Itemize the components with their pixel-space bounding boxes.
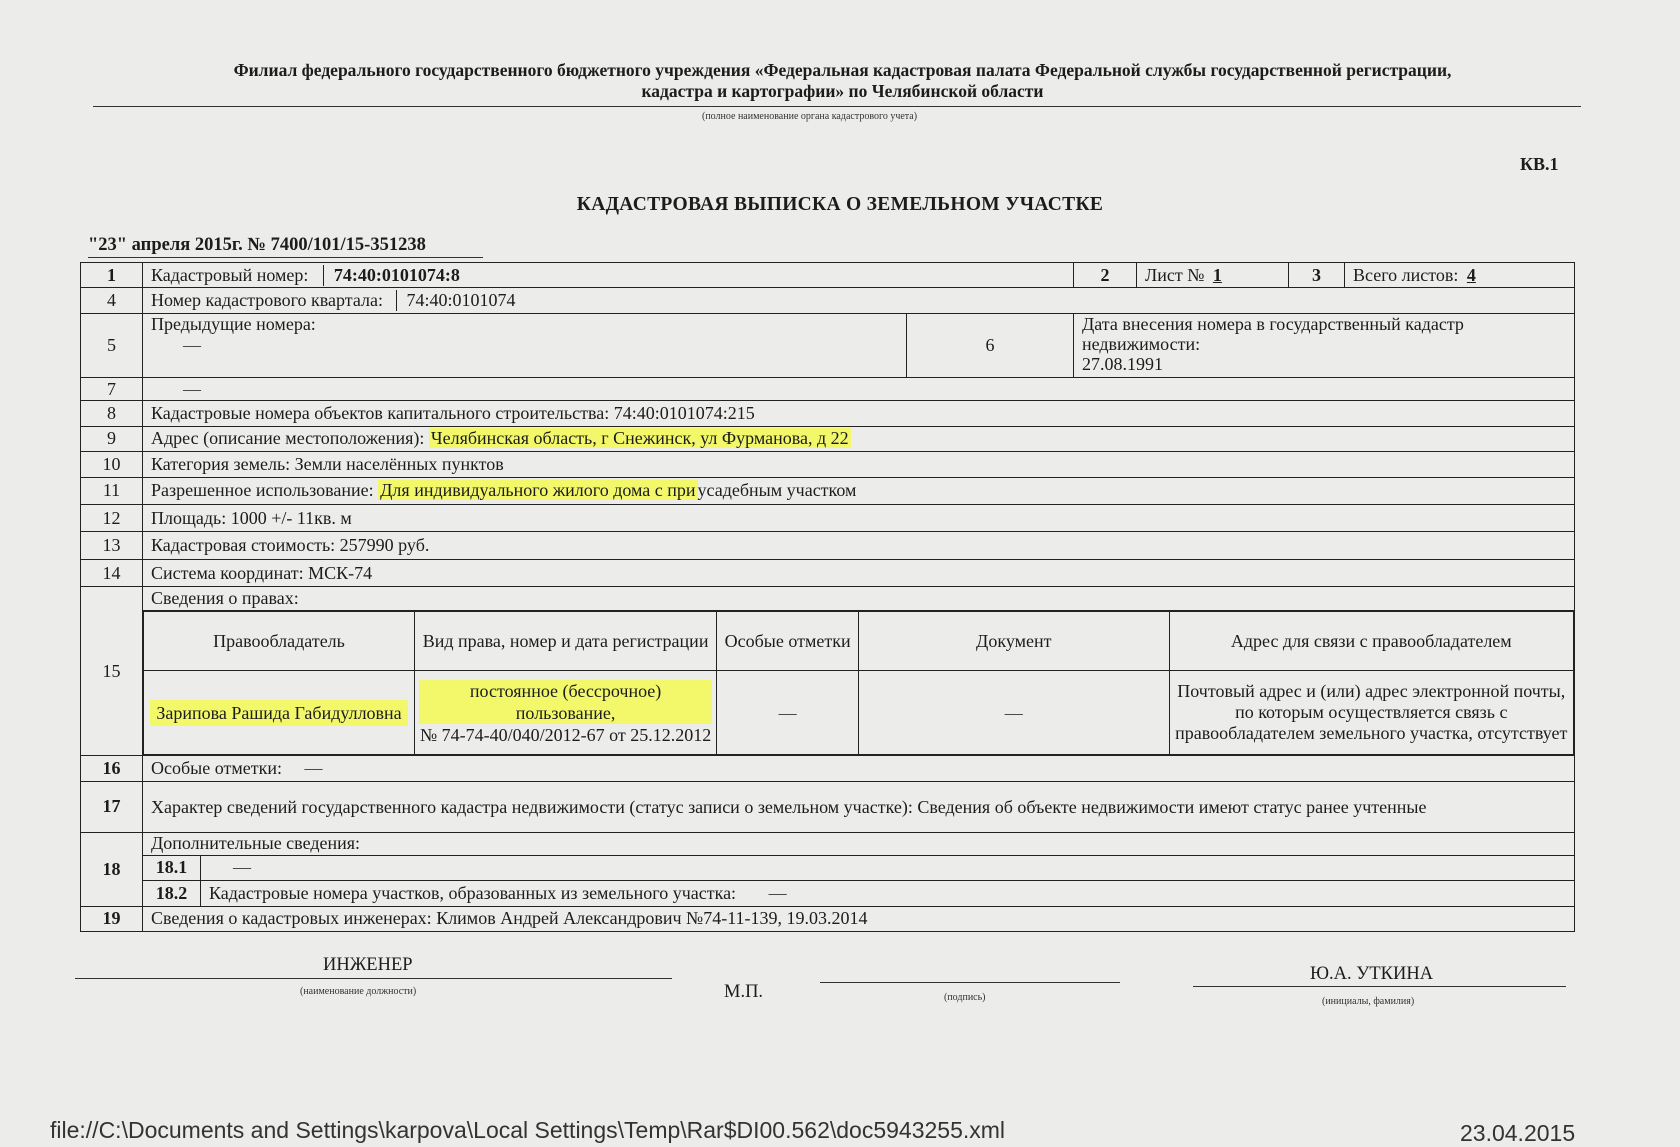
table-row — [81, 263, 1575, 288]
previous-numbers-value: — — [183, 334, 201, 355]
row-7-value: — — [183, 378, 201, 399]
table-row — [81, 401, 1575, 426]
permitted-use-highlighted: Для индивидуального жилого дома с при — [380, 480, 696, 501]
quarter-number: 74:40:0101074 — [396, 290, 516, 311]
special-marks-value: — — [717, 671, 859, 755]
right-registration: № 74-74-40/040/2012-67 от 25.12.2012 — [419, 724, 712, 745]
document-date-number: "23" апреля 2015г. № 7400/101/15-351238 — [88, 235, 426, 255]
address-value: Челябинская область, г Снежинск, ул Фурманова, д 22 — [430, 428, 849, 449]
land-category-cell: Категория земель: Земли населённых пунктов — [143, 452, 1575, 477]
sheet-number: 1 — [1212, 264, 1222, 285]
derived-plots-cell — [201, 881, 1575, 906]
rights-container — [143, 610, 1575, 756]
registration-date-cell — [1074, 313, 1575, 377]
registration-date: 27.08.1991 — [1082, 353, 1163, 374]
permitted-use-rest: усадебным участком — [697, 480, 857, 501]
sheet-number-cell — [1137, 263, 1289, 288]
cadastral-value-cell: Кадастровая стоимость: 257990 руб. — [143, 532, 1575, 559]
row-number: 12 — [81, 504, 143, 531]
row-number: 2 — [1074, 263, 1137, 288]
row-18-1-value: — — [233, 857, 251, 878]
column-header: Адрес для связи с правообладателем — [1169, 611, 1573, 670]
additional-info-label-cell: Дополнительные сведения: — [143, 832, 1575, 855]
row-number: 19 — [81, 906, 143, 931]
engineers-cell: Сведения о кадастровых инженерах: Климов Андрей Александрович №74-11-139, 19.03.2014 — [143, 906, 1575, 931]
permitted-use-cell — [143, 477, 1575, 504]
previous-numbers-cell — [143, 313, 907, 377]
row-number: 13 — [81, 532, 143, 559]
capital-objects-cell: Кадастровые номера объектов капитального строительства: 74:40:0101074:215 — [143, 401, 1575, 426]
signature-line — [820, 982, 1120, 983]
table-row — [81, 756, 1575, 781]
row-number: 16 — [81, 756, 143, 781]
column-header: Особые отметки — [717, 611, 859, 670]
row-number: 6 — [907, 313, 1074, 377]
table-row — [81, 532, 1575, 559]
field-label: Адрес (описание местоположения): — [151, 428, 425, 449]
table-row — [81, 881, 1575, 906]
quarter-number-cell — [143, 288, 1575, 313]
row-18-1-cell — [201, 855, 1575, 880]
file-path: file://C:\Documents and Settings\karpova\Local Settings\Temp\Rar$DI00.562\doc5943255.xml — [50, 1117, 1006, 1143]
field-label: Дата внесения номера в государственный кадастр недвижимости: — [1082, 313, 1464, 354]
rights-label-cell: Сведения о правах: — [143, 587, 1575, 610]
right-type: постоянное (бессрочное) пользование, — [419, 680, 712, 724]
owner-name: Зарипова Рашида Габидулловна — [150, 700, 407, 726]
row-7-cell — [143, 378, 1575, 401]
total-sheets-cell — [1345, 263, 1575, 288]
table-row — [81, 855, 1575, 880]
table-row — [81, 378, 1575, 401]
special-notes-value: — — [304, 758, 323, 779]
name-caption: (инициалы, фамилия) — [1322, 996, 1415, 1007]
derived-plots-value: — — [768, 882, 787, 903]
row-number: 15 — [81, 587, 143, 756]
column-header: Вид права, номер и дата регистрации — [414, 611, 716, 670]
print-date: 23.04.2015 — [1460, 1120, 1576, 1146]
row-number: 14 — [81, 559, 143, 586]
row-number: 3 — [1289, 263, 1345, 288]
row-number: 10 — [81, 452, 143, 477]
rights-data-row — [144, 671, 1574, 755]
signer-name: Ю.А. УТКИНА — [1310, 964, 1434, 984]
table-row — [81, 452, 1575, 477]
table-row — [81, 426, 1575, 451]
rights-header-row — [144, 611, 1574, 670]
table-row — [81, 587, 1575, 610]
name-line — [1193, 986, 1566, 987]
row-number: 4 — [81, 288, 143, 313]
issuing-organization: Филиал федерального государственного бюджетного учреждения «Федеральная кадастровая палата Федеральной службы государственной регистрации, кадастра и картографии» по Челябинской области — [233, 60, 1452, 101]
table-row — [81, 477, 1575, 504]
document-value: — — [858, 671, 1169, 755]
record-status-cell: Характер сведений государственного кадастра недвижимости (статус записи о земельном участке): Сведения об объекте недвижимости имеют статус ранее учтенные — [143, 781, 1575, 832]
table-row — [81, 504, 1575, 531]
column-header: Документ — [858, 611, 1169, 670]
row-number: 18.1 — [143, 855, 201, 880]
field-label: Лист № — [1145, 264, 1205, 285]
field-label: Предыдущие номера: — [151, 313, 316, 334]
total-sheets: 4 — [1466, 264, 1476, 285]
column-header: Правообладатель — [144, 611, 415, 670]
date-underline — [88, 257, 483, 258]
special-notes-cell — [143, 756, 1575, 781]
field-label: Номер кадастрового квартала: — [151, 290, 383, 311]
position-caption: (наименование должности) — [300, 986, 417, 997]
cadastral-number: 74:40:0101074:8 — [323, 265, 460, 286]
org-caption: (полное наименование органа кадастрового учета) — [702, 111, 918, 122]
stamp-place: М.П. — [724, 982, 764, 1002]
table-row — [81, 832, 1575, 855]
row-number: 17 — [81, 781, 143, 832]
table-row — [81, 288, 1575, 313]
form-code: КВ.1 — [1520, 154, 1559, 174]
row-number: 7 — [81, 378, 143, 401]
field-label: Кадастровые номера участков, образованных из земельного участка: — [209, 882, 737, 903]
field-label: Кадастровый номер: — [151, 264, 309, 285]
table-row — [81, 610, 1575, 756]
org-underline — [93, 106, 1581, 107]
coordinate-system-cell: Система координат: МСК-74 — [143, 559, 1575, 586]
signature-caption: (подпись) — [944, 992, 986, 1003]
cadastral-number-cell — [143, 263, 1074, 288]
row-number: 11 — [81, 477, 143, 504]
row-number: 18 — [81, 832, 143, 906]
field-label: Разрешенное использование: — [151, 480, 374, 501]
row-number: 9 — [81, 426, 143, 451]
right-type-cell — [414, 671, 716, 755]
cadastral-table — [80, 262, 1575, 932]
table-row — [81, 313, 1575, 377]
contact-address-value: Почтовый адрес и (или) адрес электронной почты, по которым осуществляется связь с правообладателем земельного участка, отсутствует — [1169, 671, 1573, 755]
field-label: Особые отметки: — [151, 758, 282, 779]
row-number: 5 — [81, 313, 143, 377]
rights-table — [143, 611, 1574, 756]
area-cell: Площадь: 1000 +/- 11кв. м — [143, 504, 1575, 531]
table-row — [81, 559, 1575, 586]
owner-cell — [144, 671, 415, 755]
table-row — [81, 906, 1575, 931]
document-title: КАДАСТРОВАЯ ВЫПИСКА О ЗЕМЕЛЬНОМ УЧАСТКЕ — [576, 194, 1104, 215]
position-line — [75, 978, 672, 979]
table-row — [81, 781, 1575, 832]
field-label: Всего листов: — [1353, 264, 1459, 285]
address-cell — [143, 426, 1575, 451]
signer-position: ИНЖЕНЕР — [323, 955, 413, 975]
row-number: 18.2 — [143, 881, 201, 906]
row-number: 1 — [81, 263, 143, 288]
row-number: 8 — [81, 401, 143, 426]
